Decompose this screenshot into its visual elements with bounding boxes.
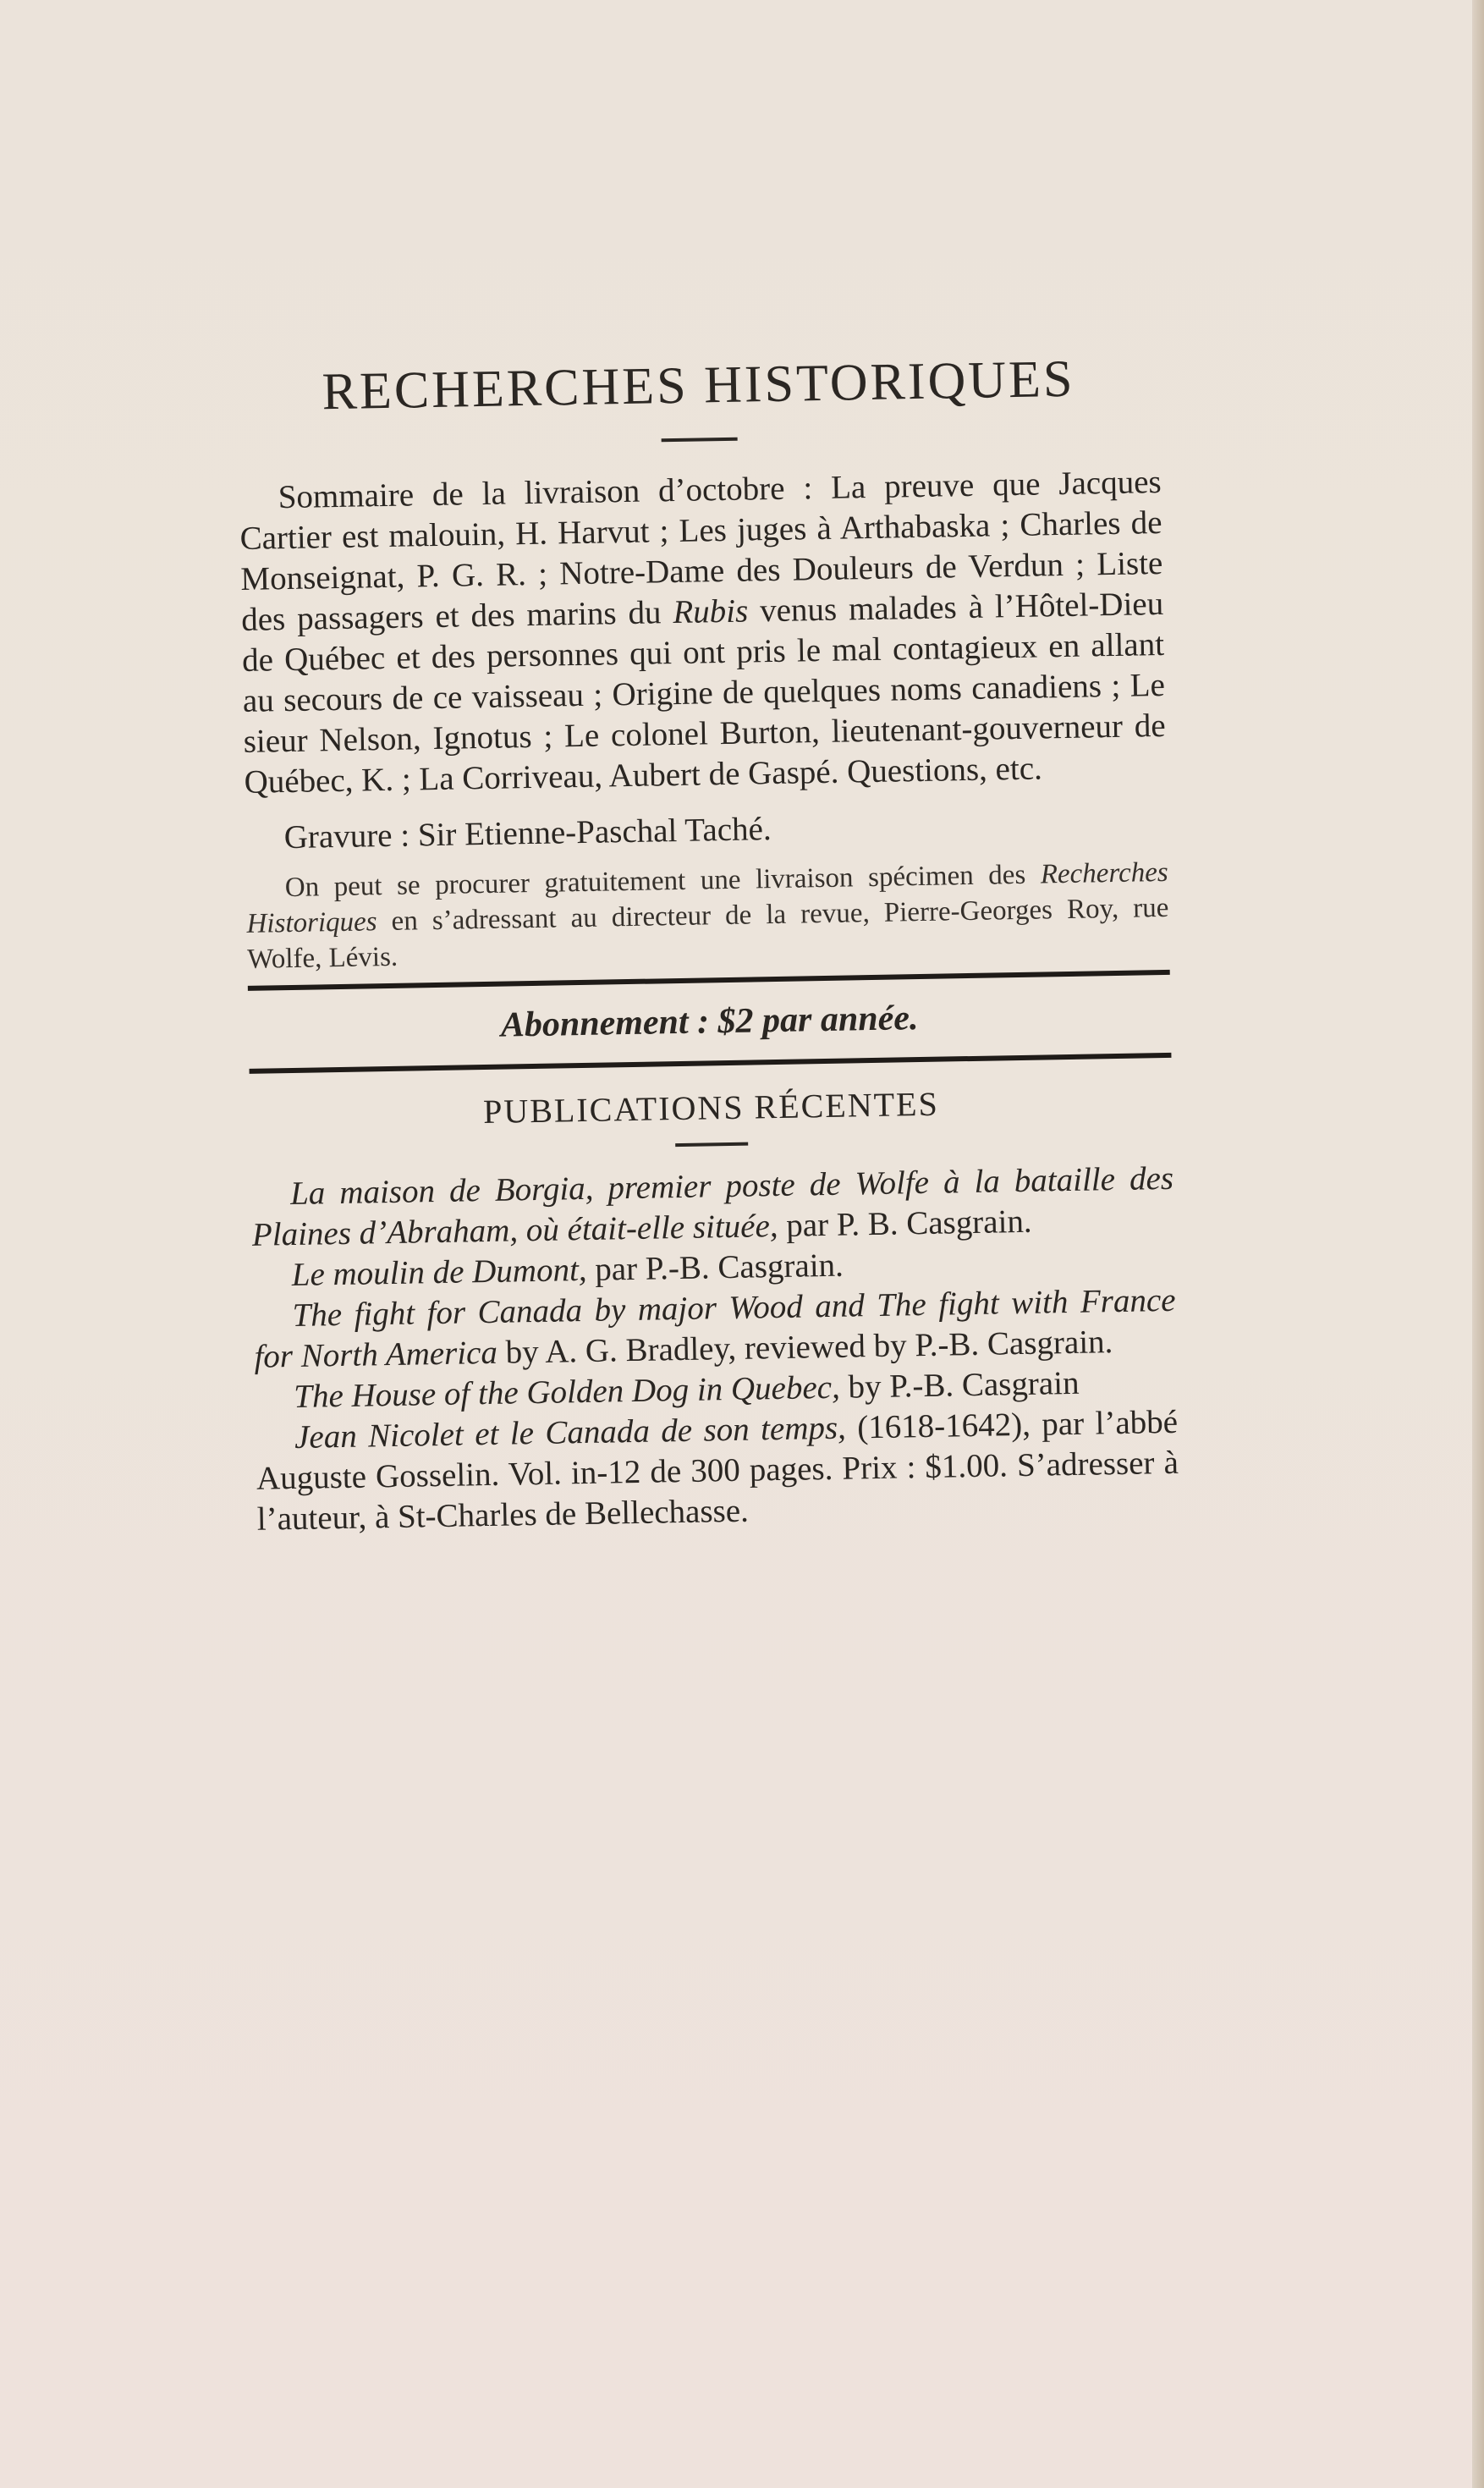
- publication-entry: [256, 1402, 1179, 1540]
- specimen-note: [245, 855, 1169, 977]
- publication-entry: [251, 1159, 1175, 1256]
- sommaire-text-a: La preuve que Jacques Cartier est malouin, H. Harvut ; Les juges à Arthabaska ; Charles de Monseignat, P. G. R. ; Notre-Dame des Douleurs de Verdun ; Liste des passagers et des marins du: [239, 463, 1163, 638]
- specimen-text-b: en s’adressant au directeur de la revue, Pierre-Georges Roy, rue Wolfe, Lévis.: [246, 892, 1169, 975]
- publication-title: Le moulin de Dumont,: [291, 1251, 587, 1294]
- sommaire-label: Sommaire de la livraison d’octobre :: [278, 469, 832, 516]
- publication-title: The fight for Canada by major Wood and The fight with France for North America: [254, 1281, 1176, 1375]
- sommaire-text-b: venus malades à l’Hôtel-Dieu de Québec et des personnes qui ont pris le mal contagieux en allant au secours de ce vaisseau ; Origine de quelques noms canadiens ; Le sieur Nelson, Ignotus ; Le colonel Burton, lieutenant-gouverneur de Québec, K. ; La Corriveau, Aubert de Gaspé. Questions, etc.: [241, 585, 1167, 801]
- gravure-line: Gravure : Sir Etienne-Paschal Taché.: [283, 811, 772, 856]
- publication-rest: (1618-1642), par l’abbé Auguste Gosselin. Vol. in-12 de 300 pages. Prix : $1.00. S’adresser à l’auteur, à St-Charles de Bellechasse.: [256, 1403, 1179, 1538]
- publication-title: The House of the Golden Dog in Quebec,: [293, 1368, 841, 1416]
- specimen-text-a: On peut se procurer gratuitement une livraison spécimen des: [284, 859, 1042, 904]
- publication-rest: by A. G. Bradley, reviewed by P.-B. Casgrain.: [497, 1324, 1113, 1371]
- printed-column: [237, 348, 1179, 1540]
- masthead-rule: [662, 438, 738, 443]
- sommaire-paragraph: [239, 462, 1167, 803]
- publications-title: PUBLICATIONS RÉCENTES: [482, 1084, 940, 1131]
- publication-rest: par P.-B. Casgrain.: [586, 1247, 844, 1288]
- masthead-title: RECHERCHES HISTORIQUES: [322, 350, 1076, 421]
- abonnement-line: Abonnement : $2 par année.: [500, 999, 919, 1045]
- publication-title: Jean Nicolet et le Canada de son temps,: [294, 1409, 847, 1456]
- sommaire-rubis: Rubis: [672, 592, 749, 631]
- page-edge: [1472, 0, 1484, 2488]
- publication-rest: par P. B. Casgrain.: [778, 1203, 1032, 1244]
- specimen-title: Recherches Historiques: [246, 856, 1168, 939]
- publication-title: La maison de Borgia, premier poste de Wolfe à la bataille des Plaines d’Abraham, où était-elle située,: [251, 1159, 1174, 1253]
- publications-rule: [675, 1142, 748, 1148]
- publication-rest: by P.-B. Casgrain: [839, 1364, 1080, 1406]
- abonnement-bottom-rule: [250, 1053, 1172, 1074]
- publication-entry: [253, 1280, 1177, 1378]
